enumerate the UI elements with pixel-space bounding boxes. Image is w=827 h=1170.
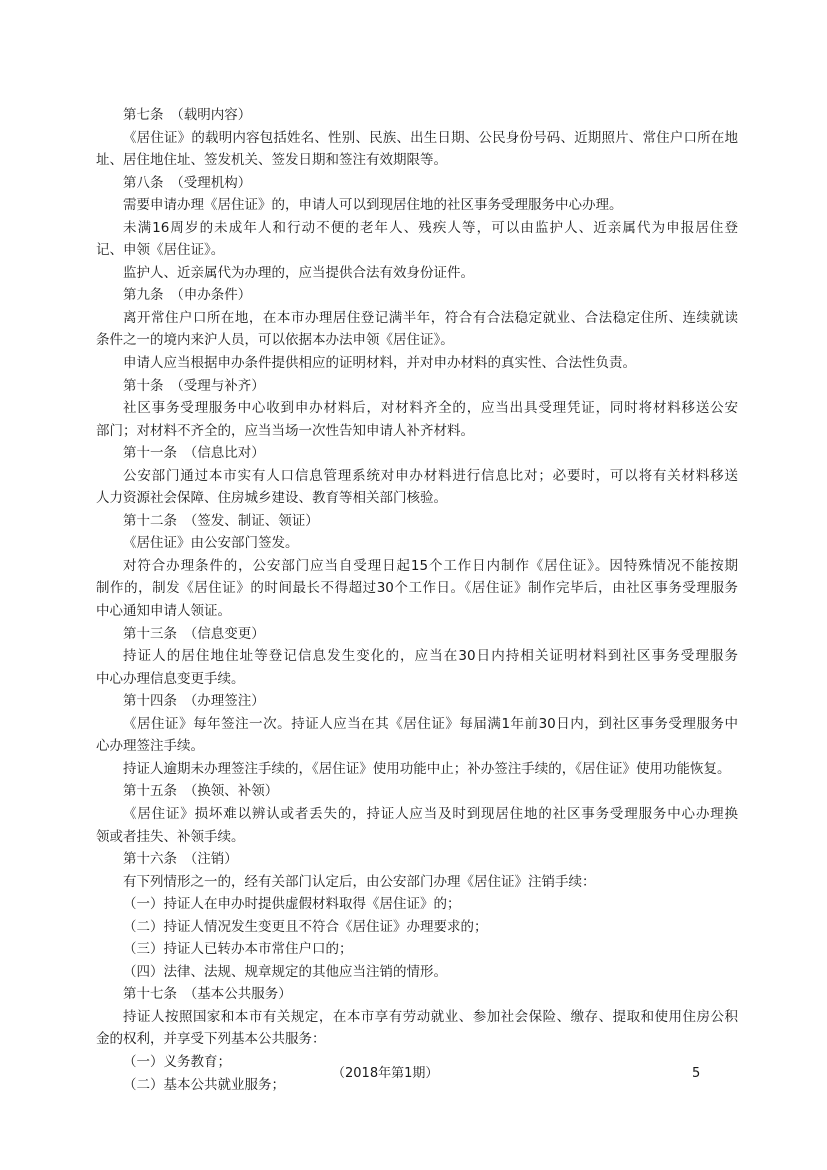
text-line: 第十四条 （办理签注） — [123, 693, 265, 710]
text-line: 制作的，制发《居住证》的时间最长不得超过30个工作日。《居住证》制作完毕后，由社区事务受理服务 — [96, 580, 738, 597]
text-line: （一）义务教育； — [123, 1053, 231, 1070]
text-line: 《居住证》每年签注一次。持证人应当在其《居住证》每届满1年前30日内，到社区事务受理服务中 — [123, 715, 738, 732]
text-line: 第十七条 （基本公共服务） — [123, 986, 292, 1003]
text-line: 社区事务受理服务中心收到申办材料后，对材料齐全的，应当出具受理凭证，同时将材料移送公安 — [123, 400, 738, 417]
footer-page-number: 5 — [692, 1066, 701, 1081]
text-line: 《居住证》损坏难以辨认或者丢失的，持证人应当及时到现居住地的社区事务受理服务中心办理换 — [123, 805, 738, 822]
text-line: 金的权利，并享受下列基本公共服务： — [96, 1031, 326, 1048]
text-line: 对符合办理条件的，公安部门应当自受理日起15个工作日内制作《居住证》。因特殊情况不能按期 — [123, 557, 738, 574]
text-line: 第九条 （申办条件） — [123, 287, 252, 304]
text-line: 第十一条 （信息比对） — [123, 445, 265, 462]
text-line: 心办理签注手续。 — [96, 738, 204, 755]
text-line: 第八条 （受理机构） — [123, 174, 252, 191]
text-line: 持证人的居住地住址等登记信息发生变化的，应当在30日内持相关证明材料到社区事务受理服务 — [123, 648, 738, 665]
text-line: 公安部门通过本市实有人口信息管理系统对申办材料进行信息比对；必要时，可以将有关材料移送 — [123, 467, 738, 484]
text-line: 记、申领《居住证》。 — [96, 242, 225, 259]
text-line: 监护人、近亲属代为办理的，应当提供合法有效身份证件。 — [123, 264, 474, 281]
text-line: 中心通知申请人领证。 — [96, 603, 231, 620]
text-line: 领或者挂失、补领手续。 — [96, 828, 245, 845]
text-line: 中心办理信息变更手续。 — [96, 670, 245, 687]
text-line: 第十二条 （签发、制证、领证） — [123, 512, 319, 529]
text-line: 持证人按照国家和本市有关规定，在本市享有劳动就业、参加社会保险、缴存、提取和使用住房公积 — [123, 1008, 738, 1025]
text-line: 条件之一的境内来沪人员，可以依据本办法申领《居住证》。 — [96, 332, 454, 349]
text-line: 址、居住地住址、签发机关、签发日期和签注有效期限等。 — [96, 152, 447, 169]
text-line: 部门；对材料不齐全的，应当当场一次性告知申请人补齐材料。 — [96, 422, 474, 439]
text-line: 第十条 （受理与补齐） — [123, 377, 265, 394]
text-line: 第十三条 （信息变更） — [123, 625, 265, 642]
text-line: （二）持证人情况发生变更且不符合《居住证》办理要求的； — [123, 918, 488, 935]
text-line: （三）持证人已转办本市常住户口的； — [123, 941, 353, 958]
text-line: 人力资源社会保障、住房城乡建设、教育等相关部门核验。 — [96, 490, 447, 507]
text-line: 申请人应当根据申办条件提供相应的证明材料，并对申办材料的真实性、合法性负责。 — [123, 355, 636, 372]
text-line: 持证人逾期未办理签注手续的，《居住证》使用功能中止；补办签注手续的，《居住证》使用功能恢复。 — [123, 760, 731, 777]
footer-issue-label: （2018年第1期） — [332, 1066, 439, 1081]
text-line: 《居住证》的载明内容包括姓名、性别、民族、出生日期、公民身份号码、近期照片、常住户口所在地 — [123, 129, 738, 146]
text-line: 第十六条 （注销） — [123, 851, 238, 868]
text-line: （二）基本公共就业服务； — [123, 1076, 285, 1093]
text-line: 离开常住户口所在地，在本市办理居住登记满半年，符合有合法稳定就业、合法稳定住所、连续就读 — [123, 309, 738, 326]
document-body — [96, 104, 738, 1096]
text-line: 未满16周岁的未成年人和行动不便的老年人、残疾人等，可以由监护人、近亲属代为申报居住登 — [123, 219, 738, 236]
text-line: 第十五条 （换领、补领） — [123, 783, 279, 800]
text-line: （一）持证人在申办时提供虚假材料取得《居住证》的； — [123, 896, 461, 913]
text-line: 第七条 （载明内容） — [123, 107, 252, 123]
text-line: 需要申请办理《居住证》的，申请人可以到现居住地的社区事务受理服务中心办理。 — [123, 197, 623, 214]
text-line: （四）法律、法规、规章规定的其他应当注销的情形。 — [123, 963, 447, 980]
text-line: 《居住证》由公安部门签发。 — [123, 535, 299, 552]
text-line: 有下列情形之一的，经有关部门认定后，由公安部门办理《居住证》注销手续： — [123, 873, 596, 890]
